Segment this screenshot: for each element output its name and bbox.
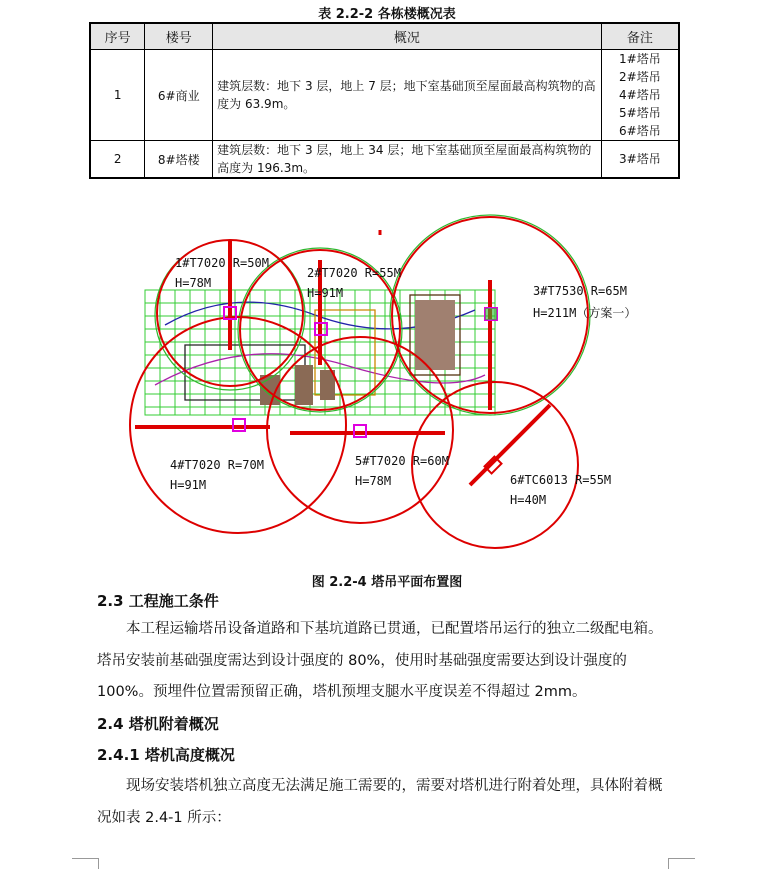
table-row: [90, 50, 679, 141]
table-header-row: [90, 23, 679, 50]
note-item: 2#塔吊: [619, 70, 661, 84]
crane-3-label: 3#T7530 R=65M: [533, 284, 627, 298]
crane-5-circle: [267, 337, 453, 523]
row-building: 8#塔楼: [145, 141, 213, 179]
header-notes: 备注: [601, 23, 679, 50]
note-item: 3#塔吊: [619, 152, 661, 166]
crane-2-label: 2#T7020 R=55M: [307, 266, 401, 280]
note-item: 5#塔吊: [619, 106, 661, 120]
crane-5-label: 5#T7020 R=60M: [355, 454, 449, 468]
row-desc: 建筑层数：地下 3 层，地上 34 层；地下室基础顶至屋面最高构筑物的高度为 196.3m。: [213, 141, 602, 179]
row-building: 6#商业: [145, 50, 213, 141]
section-2-3-title: 2.3 工程施工条件: [97, 592, 219, 610]
crane-layout-plan: [125, 215, 637, 555]
building-overview-table: [89, 22, 680, 179]
table-row: [90, 141, 679, 179]
table-title: 表 2.2-2 各栋楼概况表: [318, 7, 456, 22]
row-desc: 建筑层数：地下 3 层，地上 7 层；地下室基础顶至屋面最高构筑物的高度为 63.9m。: [213, 50, 602, 141]
crane-3-height: H=211M（方案一）: [533, 306, 637, 320]
crane-6-label: 6#TC6013 R=55M: [510, 473, 612, 487]
crop-mark-right: [668, 858, 695, 869]
row-no: 2: [90, 141, 145, 179]
section-2-3-text: 本工程运输塔吊设备道路和下基坑道路已贯通，已配置塔吊运行的独立二级配电箱。塔吊安装前基础强度需达到设计强度的 80%，使用时基础强度需要达到设计强度的 100%。预埋件位置需预留正确，塔机预埋支腿水平度误差不得超过 2mm。: [97, 621, 663, 700]
crane-6-height: H=40M: [510, 493, 547, 507]
section-2-4-1-text: 现场安装塔机独立高度无法满足施工需要的，需要对塔机进行附着处理，具体附着概况如表 2.4-1 所示：: [97, 778, 663, 826]
crop-mark-left: [72, 858, 99, 869]
note-item: 6#塔吊: [619, 124, 661, 138]
crane-4-height: H=91M: [170, 478, 207, 492]
crane-5-height: H=78M: [355, 474, 392, 488]
header-overview: 概况: [213, 23, 602, 50]
header-building: 楼号: [145, 23, 213, 50]
section-2-4-1-title: 2.4.1 塔机高度概况: [97, 746, 235, 764]
figure-caption: 图 2.2-4 塔吊平面布置图: [311, 575, 463, 590]
section-2-4-title: 2.4 塔机附着概况: [97, 715, 219, 733]
crane-4-label: 4#T7020 R=70M: [170, 458, 264, 472]
row-notes: [601, 141, 679, 179]
row-notes: [601, 50, 679, 141]
row-no: 1: [90, 50, 145, 141]
crane-2-height: H=91M: [307, 286, 344, 300]
note-item: 1#塔吊: [619, 52, 661, 66]
header-no: 序号: [90, 23, 145, 50]
note-item: 4#塔吊: [619, 88, 661, 102]
crane-1-label: 1#T7020 R=50M: [175, 256, 269, 270]
crane-1-height: H=78M: [175, 276, 212, 290]
